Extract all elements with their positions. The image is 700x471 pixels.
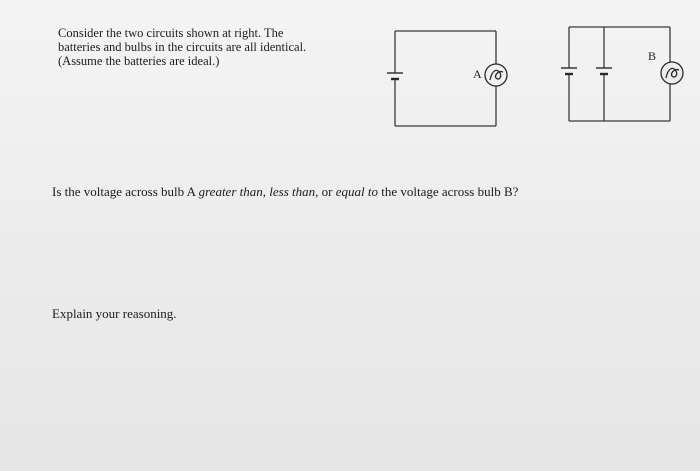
question-part-2: the voltage across bulb B? bbox=[377, 184, 519, 199]
question-text bbox=[52, 184, 518, 200]
intro-line-2: batteries and bulbs in the circuits are all identical. bbox=[58, 40, 307, 54]
question-part-1: Is the voltage across bulb A bbox=[52, 184, 199, 199]
bulb-a-label: A bbox=[473, 67, 482, 81]
intro-line-3: (Assume the batteries are ideal.) bbox=[58, 54, 220, 68]
option-less: less than bbox=[269, 184, 316, 199]
battery-a-icon bbox=[387, 73, 403, 79]
intro-line-1: Consider the two circuits shown at right. The bbox=[58, 26, 284, 40]
explain-prompt: Explain your reasoning. bbox=[52, 306, 177, 321]
circuit-b bbox=[569, 27, 670, 121]
question-sep-1: , bbox=[262, 184, 270, 199]
option-equal: equal to bbox=[335, 184, 378, 199]
bulb-b-icon bbox=[661, 62, 683, 84]
bulb-a-icon bbox=[485, 64, 507, 86]
option-greater: greater than bbox=[198, 184, 263, 199]
question-sep-2: , or bbox=[315, 184, 336, 199]
battery-b2-icon bbox=[596, 68, 612, 74]
battery-b1-icon bbox=[561, 68, 577, 74]
bulb-b-label: B bbox=[648, 49, 657, 63]
